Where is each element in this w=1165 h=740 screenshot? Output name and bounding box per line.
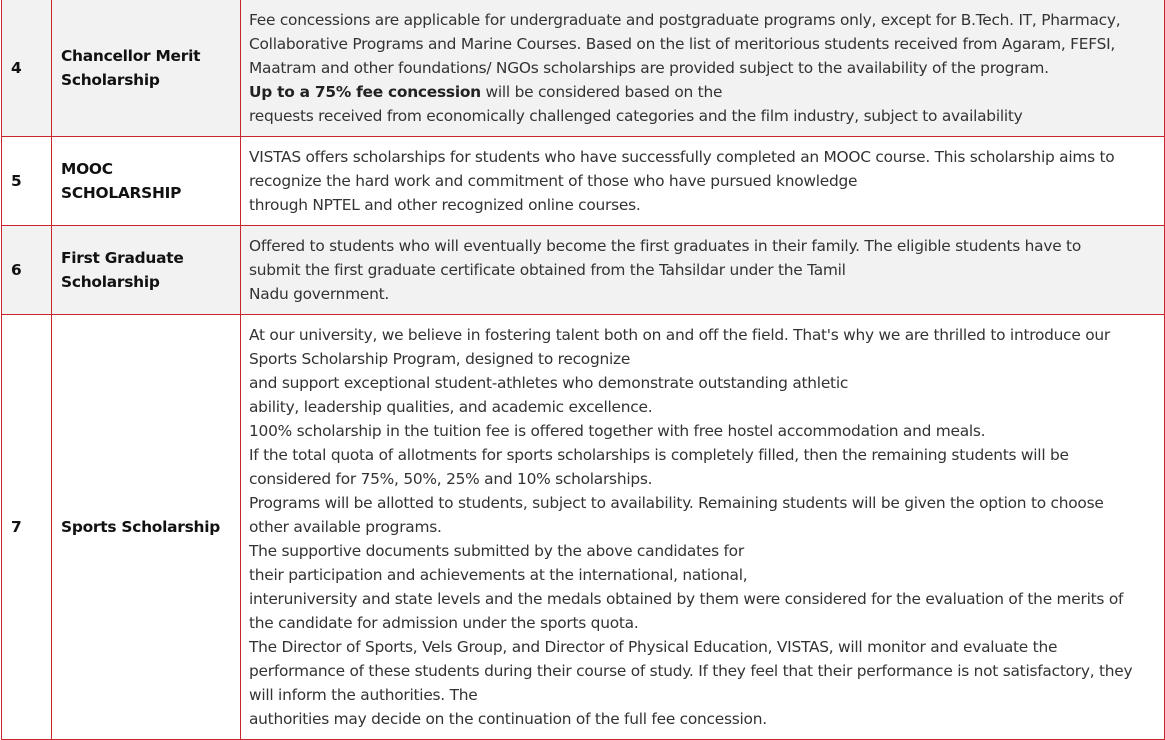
scholarship-row-sports [2,315,1165,740]
description-line: considered for 75%, 50%, 25% and 10% scholarships. [249,470,653,488]
description-line: through NPTEL and other recognized online courses. [249,196,641,214]
scholarship-name: MOOC SCHOLARSHIP [52,137,241,226]
description-line: Nadu government. [249,285,390,303]
fee-concession-highlight: Up to a 75% fee concession [249,82,481,101]
description-line: recognize the hard work and commitment of those who have pursued knowledge [249,172,858,190]
scholarship-row-first-graduate [2,226,1165,315]
description-line: Collaborative Programs and Marine Courses. Based on the list of meritorious students received from Agaram, FEFSI, [249,34,1116,53]
description-line: and support exceptional student-athletes who demonstrate outstanding athletic [249,374,849,392]
description-line: Offered to students who will eventually become the first graduates in their family. The eligible students have to [249,237,1082,255]
scholarship-number: 5 [2,137,52,226]
description-line: The Director of Sports, Vels Group, and Director of Physical Education, VISTAS, will monitor and evaluate the [249,638,1058,656]
description-line: ability, leadership qualities, and academic excellence. [249,398,653,416]
description-line: Sports Scholarship Program, designed to recognize [249,350,631,368]
scholarship-number: 6 [2,226,52,315]
description-line: their participation and achievements at the international, national, [249,566,748,584]
scholarship-description [241,226,1165,315]
scholarship-table [1,0,1165,740]
description-line: Maatram and other foundations/ NGOs scholarships are provided subject to the availability of the program. [249,58,1049,77]
description-line: If the total quota of allotments for sports scholarships is completely filled, then the remaining students will be [249,446,1069,464]
scholarship-number: 4 [2,0,52,137]
scholarship-name: Sports Scholarship [52,315,241,740]
description-line: Up to a 75% fee concession will be considered based on the [249,82,723,101]
scholarship-table-body [2,0,1165,740]
description-line: interuniversity and state levels and the medals obtained by them were considered for the evaluation of the merits of [249,590,1124,608]
description-line: Programs will be allotted to students, subject to availability. Remaining students will be given the option to choose [249,494,1104,512]
description-line: performance of these students during their course of study. If they feel that their performance is not satisfactory, they [249,662,1133,680]
scholarship-row-chancellor-merit [2,0,1165,137]
description-line: will inform the authorities. The [249,686,478,704]
scholarship-number: 7 [2,315,52,740]
description-line: VISTAS offers scholarships for students who have successfully completed an MOOC course. This scholarship aims to [249,148,1115,166]
description-line: submit the first graduate certificate obtained from the Tahsildar under the Tamil [249,261,846,279]
scholarship-row-mooc [2,137,1165,226]
scholarship-description [241,137,1165,226]
description-line: The supportive documents submitted by the above candidates for [249,542,744,560]
scholarship-name: Chancellor Merit Scholarship [52,0,241,137]
description-line: other available programs. [249,518,442,536]
description-line: At our university, we believe in fostering talent both on and off the field. That's why we are thrilled to introduce our [249,326,1110,344]
description-line: 100% scholarship in the tuition fee is offered together with free hostel accommodation and meals. [249,422,986,440]
description-line: the candidate for admission under the sports quota. [249,614,639,632]
description-line: requests received from economically challenged categories and the film industry, subject to availability [249,106,1023,125]
scholarship-description [241,0,1165,137]
scholarship-name: First Graduate Scholarship [52,226,241,315]
scholarship-description [241,315,1165,740]
description-line: authorities may decide on the continuation of the full fee concession. [249,710,767,728]
description-line: Fee concessions are applicable for undergraduate and postgraduate programs only, except for B.Tech. IT, Pharmacy, [249,10,1121,29]
